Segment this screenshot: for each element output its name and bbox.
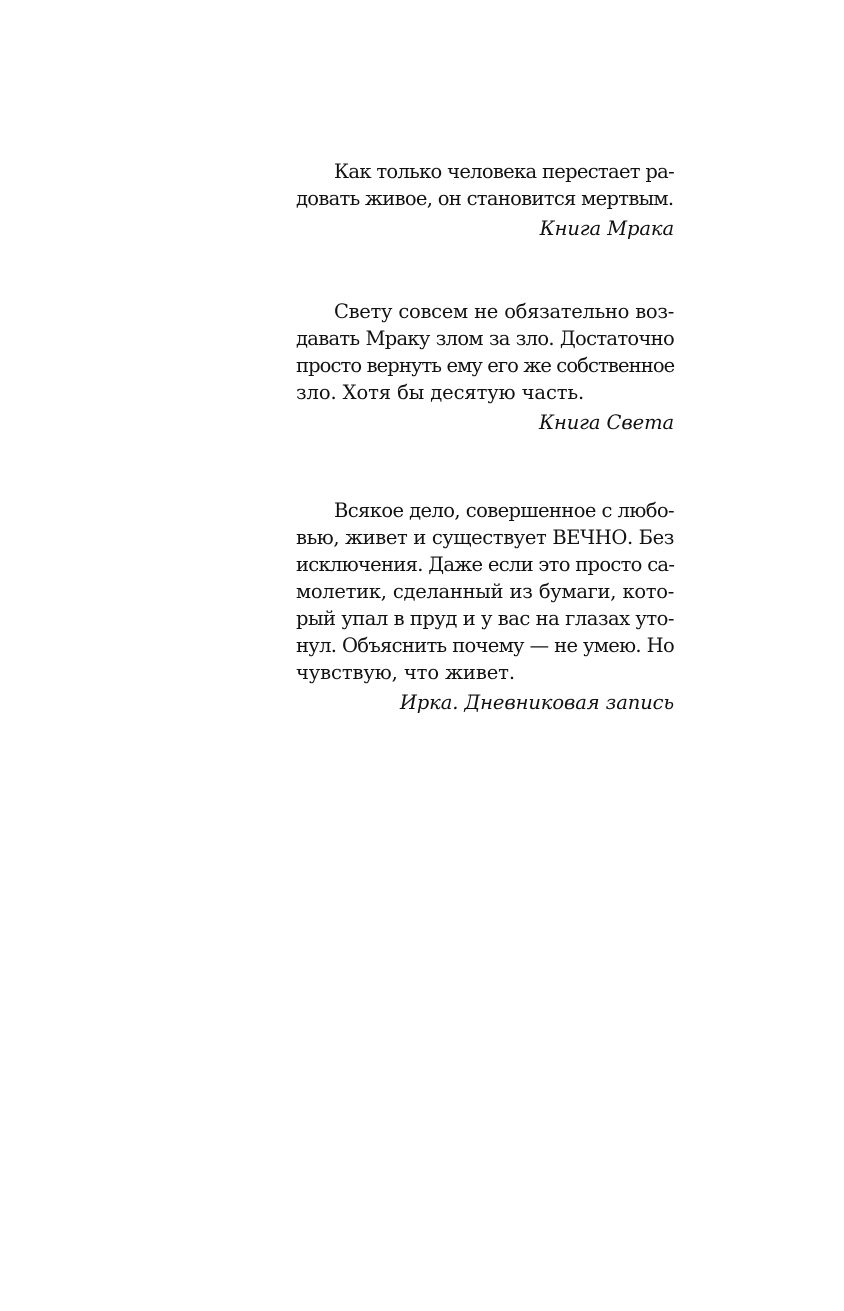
epigraph-line: Свету совсем не обязательно воз- xyxy=(334,300,674,323)
epigraph-line: молетик, сделанный из бумаги, кото- xyxy=(296,580,674,603)
epigraph-line: давать Мраку злом за зло. Достаточно xyxy=(296,327,674,350)
epigraph-line: Всякое дело, совершенное с любо- xyxy=(334,499,674,522)
epigraph-source: Книга Мрака xyxy=(539,217,674,240)
epigraph-source: Книга Света xyxy=(538,411,674,434)
epigraph-light-book xyxy=(296,298,674,438)
epigraph-line: чувствую, что живет. xyxy=(296,661,515,684)
epigraph-line: Как только человека перестает ра- xyxy=(334,160,674,183)
epigraph-source: Ирка. Дневниковая запись xyxy=(399,691,674,714)
epigraph-line: рый упал в пруд и у вас на глазах уто- xyxy=(296,607,674,630)
epigraph-dark-book xyxy=(296,158,674,244)
epigraph-line: просто вернуть ему его же собственное xyxy=(296,354,675,377)
epigraph-line: нул. Объяснить почему — не умею. Но xyxy=(296,634,674,657)
epigraph-line: зло. Хотя бы десятую часть. xyxy=(296,381,585,404)
epigraph-line: исключения. Даже если это просто са- xyxy=(296,553,675,576)
epigraph-line: вью, живет и существует ВЕЧНО. Без xyxy=(296,526,674,549)
epigraph-diary-entry xyxy=(296,497,674,718)
epigraph-line: довать живое, он становится мертвым. xyxy=(296,187,674,210)
